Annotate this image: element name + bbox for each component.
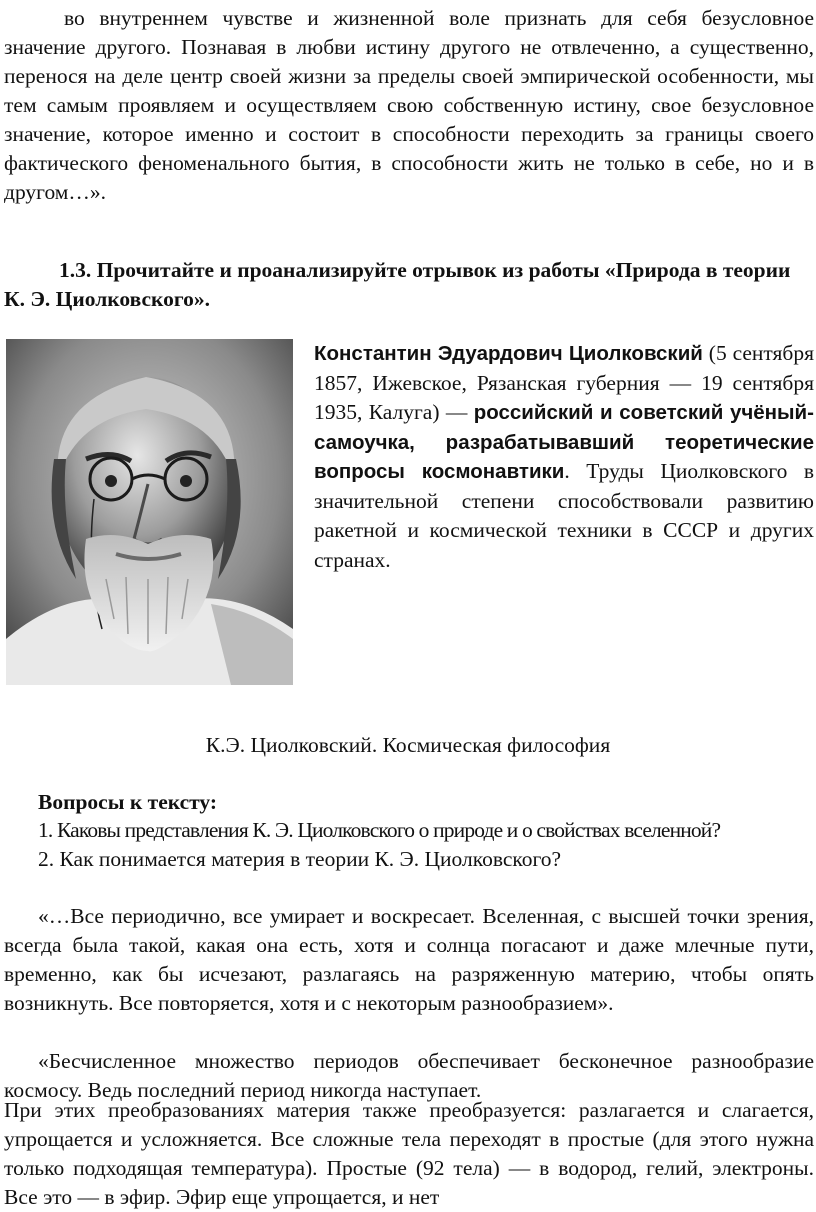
- bio-description-bold: российский и советский учёный-самоучка, разрабатывавший теоретические вопросы космонавтики: [314, 401, 814, 483]
- quote-paragraph: При этих преобразованиях материя также преобразуется: разлагается и слагается, упрощается и усложняется. Все сложные тела переходят в простые (для этого нужна только подходящая температура). Простые (92 тела) — в водород, гелий, электроны. Все это — в эфир. Эфир еще упрощается, и нет: [4, 1098, 814, 1209]
- biography: [314, 339, 814, 575]
- intro-paragraph: во внутреннем чувстве и жизненной воле признать для себя безусловное значение другого. Познавая в любви истину другого не отвлеченно, а существенно, перенося на деле центр своей жизни за пределы своей эмпирической особенности, мы тем самым проявляем и осуществляем свою собственную истину, свое безусловное значение, которое именно и состоит в способности переходить за границы своего фактического феноменального бытия, в способности жить не только в себе, но и в другом…».: [4, 6, 814, 204]
- bio-dates: (5 сентября 1857, Ижевское, Рязанская губерния — 19 сентября 1935, Калуга) —: [314, 341, 814, 424]
- excerpt-caption: К.Э. Циолковский. Космическая философия: [205, 733, 611, 757]
- bio-description-rest: . Труды Циолковского в значительной степени способствовали развитию ракетной и космической техники в СССР и других странах.: [314, 459, 815, 572]
- quote-paragraph: «Бесчисленное множество периодов обеспечивает бесконечное разнообразие космосу. Ведь последний период никогда наступает.: [4, 1049, 814, 1102]
- section-heading: 1.3. Прочитайте и проанализируйте отрывок из работы «Природа в теории К. Э. Циолковского».: [4, 258, 791, 311]
- quote-paragraph: «…Все периодично, все умирает и воскресает. Вселенная, с высшей точки зрения, всегда была такой, какая она есть, хотя и солнца погасают и даже млечные пути, временно, как бы исчезают, разлагаясь на разряженную материю, чтобы опять возникнуть. Все повторяется, хотя и с некоторым разнообразием».: [4, 904, 814, 1015]
- bio-name: Константин Эдуардович Циолковский: [314, 342, 703, 365]
- question-item: 2. Как понимается материя в теории К. Э. Циолковского?: [38, 847, 562, 871]
- tsiolkovsky-portrait: [6, 339, 293, 685]
- question-item: 1. Каковы представления К. Э. Циолковского о природе и о свойствах вселенной?: [38, 818, 721, 842]
- questions-heading: Вопросы к тексту:: [38, 790, 218, 814]
